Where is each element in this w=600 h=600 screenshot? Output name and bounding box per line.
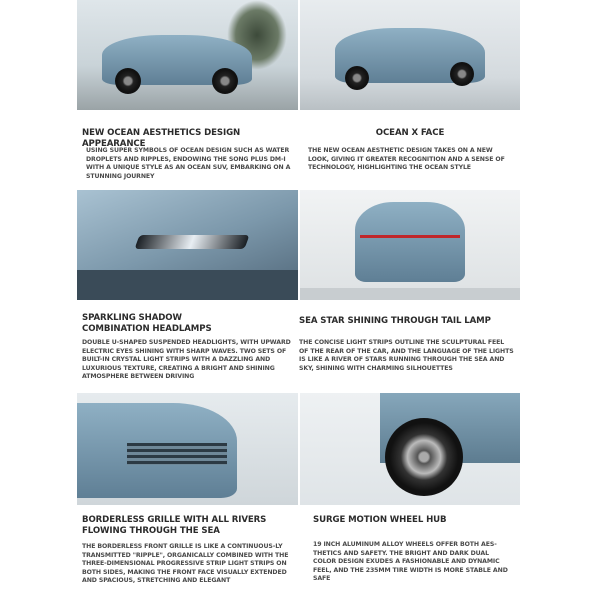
section-title: SURGE MOTION WHEEL HUB [313, 515, 447, 525]
photo-front-grille [77, 393, 298, 505]
section-title: NEW OCEAN AESTHETICS DESIGN APPEARANCE [82, 128, 241, 149]
section-body: 19 INCH ALUMINUM ALLOY WHEELS OFFER BOTH AES-THETICS AND SAFETY. THE BRIGHT AND DARK DUAL COLOR DESIGN EXUDES A FASHIONABLE AND DYNAMIC FEEL, AND THE 235MM TIRE WIDTH IS MORE STABLE AND SAFE [313, 541, 508, 583]
section-title: OCEAN X FACE [375, 128, 445, 138]
section-title: BORDERLESS GRILLE WITH ALL RIVERS FLOWING THROUGH THE SEA [82, 515, 267, 536]
photo-tail-lamp [300, 190, 520, 300]
photo-wheel-hub [300, 393, 520, 505]
section-title: SEA STAR SHINING THROUGH TAIL LAMP [299, 316, 491, 326]
section-body: THE CONCISE LIGHT STRIPS OUTLINE THE SCULPTURAL FEEL OF THE REAR OF THE CAR, AND THE LANGUAGE OF THE LIGHTS IS LIKE A RIVER OF STARS RUNNING THROUGH THE SEA AND SKY, SHINING WITH CHARMING SILHOUETTES [299, 339, 514, 372]
photo-headlamp [77, 190, 298, 300]
photo-car-side-view [77, 0, 298, 110]
photo-car-front-view [300, 0, 520, 110]
section-body: THE NEW OCEAN AESTHETIC DESIGN TAKES ON A NEW LOOK, GIVING IT GREATER RECOGNITION AND A SENSE OF TECHNOLOGY, HIGHLIGHTING THE OCEAN STYLE [308, 147, 505, 172]
section-body: DOUBLE U-SHAPED SUSPENDED HEADLIGHTS, WITH UPWARD ELECTRIC EYES SHINING WITH SHARP WAVES. TWO SETS OF BUILT-IN CRYSTAL LIGHT STRIPS WITH A DAZZLING AND LUXURIOUS TEXTURE, CREATING A BRIGHT AND SHINING ATMOSPHERE BETWEEN DRIVING [82, 339, 291, 381]
section-body: THE BORDERLESS FRONT GRILLE IS LIKE A CONTINUOUS-LY TRANSMITTED "RIPPLE", ORGANICALLY COMBINED WITH THE THREE-DIMENSIONAL PROGRESSIVE STRIP LIGHT STRIPS ON BOTH SIDES, MAKING THE FRONT FACE VISUALLY EXTENDED AND SPACIOUS, STRETCHING AND ELEGANT [82, 543, 289, 585]
section-title: SPARKLING SHADOW COMBINATION HEADLAMPS [82, 313, 212, 334]
section-body: USING SUPER SYMBOLS OF OCEAN DESIGN SUCH AS WATER DROPLETS AND RIPPLES, ENDOWING THE SONG PLUS DM-I WITH A UNIQUE STYLE AS AN OCEAN SUV, EMBARKING ON A STUNNING JOURNEY [86, 147, 291, 180]
